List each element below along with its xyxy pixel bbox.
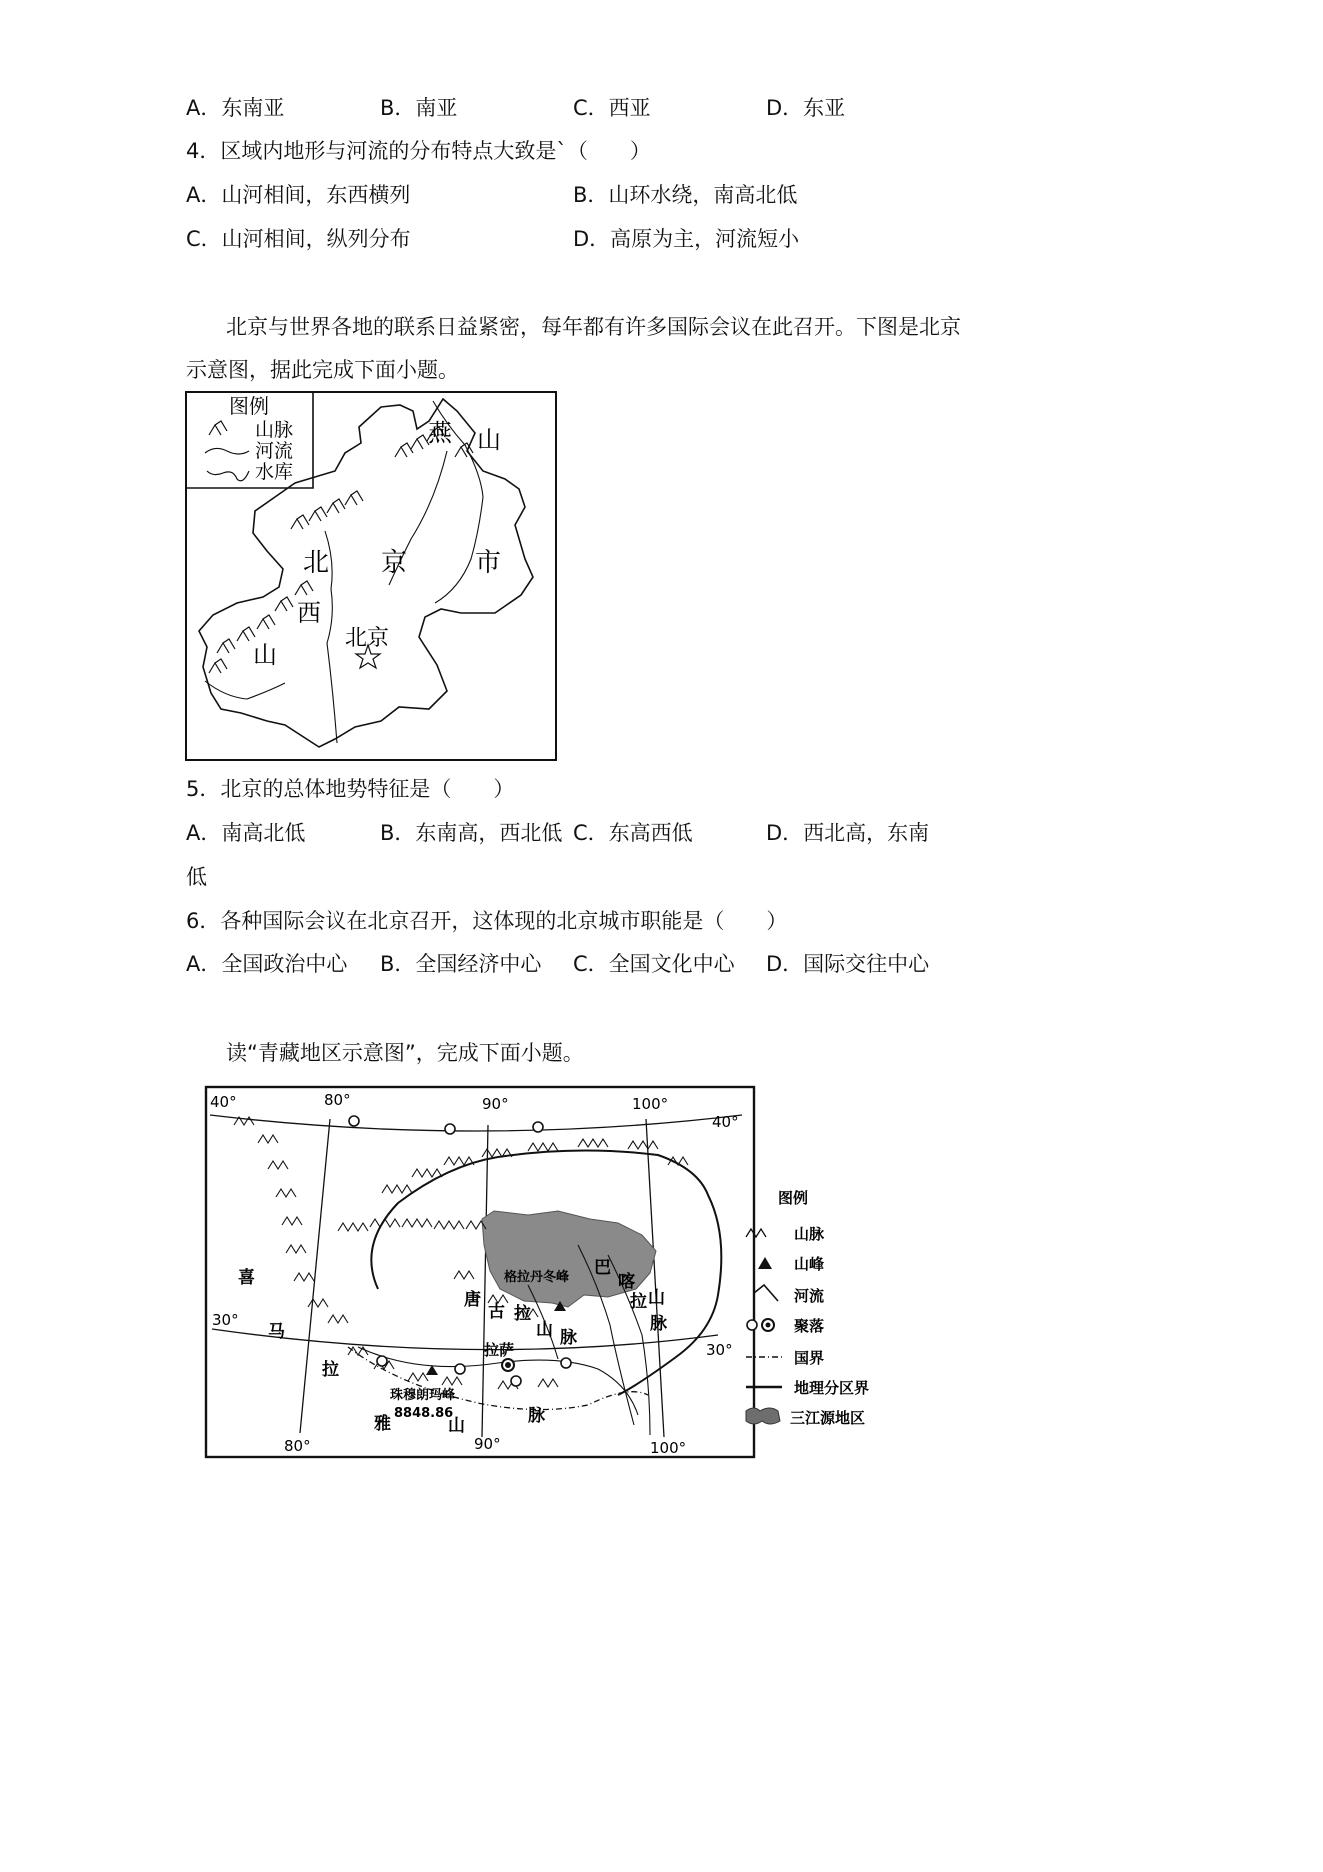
tibet-legend-mountain: 山脉 xyxy=(794,1225,825,1243)
q3-option-c: C．西亚 xyxy=(573,96,651,120)
tibet-map xyxy=(198,1085,918,1463)
q6-option-b: B．全国经济中心 xyxy=(380,952,542,976)
label-la3: 拉 xyxy=(630,1292,647,1312)
beijing-legend-reservoir: 水库 xyxy=(255,461,294,483)
tibet-legend-boundary: 地理分区界 xyxy=(794,1379,870,1397)
passage1-line1: 北京与世界各地的联系日益紧密，每年都有许多国际会议在此召开。下图是北京 xyxy=(226,315,961,339)
source-region-legend-icon xyxy=(746,1408,780,1424)
label-shan: 山 xyxy=(448,1416,465,1436)
label-ya: 雅 xyxy=(374,1414,391,1434)
label-tang: 唐 xyxy=(464,1290,481,1310)
label-gu: 古 xyxy=(488,1302,505,1322)
q6-option-c: C．全国文化中心 xyxy=(573,952,735,976)
coord-lat40-right: 40° xyxy=(712,1113,739,1131)
label-shan3: 山 xyxy=(648,1288,665,1308)
q4-option-a: A．山河相间，东西横列 xyxy=(186,183,411,207)
tibet-legend xyxy=(746,1189,869,1427)
q4-option-c: C．山河相间，纵列分布 xyxy=(186,227,411,251)
coord-lon100-bottom: 100° xyxy=(650,1439,687,1457)
beijing-legend-mountain: 山脉 xyxy=(255,419,294,441)
q5-stem: 5．北京的总体地势特征是（ ） xyxy=(186,777,515,801)
coord-lon90-bottom: 90° xyxy=(474,1435,501,1453)
q3-option-a: A．东南亚 xyxy=(186,96,285,120)
q5-option-d: D．西北高，东南 xyxy=(766,821,930,845)
coord-lat40-left: 40° xyxy=(210,1093,237,1111)
tibet-legend-title: 图例 xyxy=(778,1189,809,1207)
peak-legend-icon xyxy=(758,1257,772,1269)
label-capital: 北京 xyxy=(345,626,390,651)
q3-option-d: D．东亚 xyxy=(766,96,846,120)
tibet-legend-river: 河流 xyxy=(794,1287,825,1305)
coord-lon100-top: 100° xyxy=(632,1095,669,1113)
q6-option-d: D．国际交往中心 xyxy=(766,952,930,976)
q5-option-d-continued: 低 xyxy=(186,865,207,889)
label-shi: 市 xyxy=(475,548,502,578)
label-la2: 拉 xyxy=(514,1304,531,1324)
label-hei: 喀 xyxy=(618,1272,635,1292)
river-legend-icon xyxy=(754,1285,778,1301)
label-mai: 脉 xyxy=(528,1406,545,1426)
label-everest-height: 8848.86 xyxy=(394,1406,454,1421)
tibet-legend-peak: 山峰 xyxy=(794,1255,825,1273)
passage2: 读“青藏地区示意图”，完成下面小题。 xyxy=(226,1041,584,1065)
beijing-legend-title: 图例 xyxy=(229,394,269,418)
coord-lat30-left: 30° xyxy=(212,1311,239,1329)
q3-option-b: B．南亚 xyxy=(380,96,458,120)
tibet-legend-source-region: 三江源地区 xyxy=(790,1409,866,1427)
beijing-legend-river: 河流 xyxy=(255,440,294,462)
q5-option-c: C．东高西低 xyxy=(573,821,693,845)
coord-lon80-bottom: 80° xyxy=(284,1437,311,1455)
q4-option-d: D．高原为主，河流短小 xyxy=(573,227,800,251)
q4-option-b: B．山环水绕，南高北低 xyxy=(573,183,798,207)
label-mai3: 脉 xyxy=(650,1314,667,1334)
label-ma: 马 xyxy=(268,1322,285,1342)
label-ba: 巴 xyxy=(594,1258,611,1278)
label-xi: 西 xyxy=(297,599,321,627)
tibet-legend-settlement: 聚落 xyxy=(794,1317,825,1335)
q6-option-a: A．全国政治中心 xyxy=(186,952,348,976)
label-jing: 京 xyxy=(381,548,408,578)
coord-lat30-right: 30° xyxy=(706,1341,733,1359)
q4-stem: 4．区域内地形与河流的分布特点大致是`（ ） xyxy=(186,139,651,163)
q6-stem: 6．各种国际会议在北京召开，这体现的北京城市职能是（ ） xyxy=(186,909,788,933)
label-bei: 北 xyxy=(303,548,330,578)
label-shan2: 山 xyxy=(536,1320,553,1340)
label-shan1: 山 xyxy=(477,426,501,454)
beijing-map xyxy=(185,391,558,762)
coord-lon90-top: 90° xyxy=(482,1095,509,1113)
label-xi: 喜 xyxy=(238,1268,255,1288)
label-everest: 珠穆朗玛峰 xyxy=(390,1388,456,1403)
tibet-legend-border: 国界 xyxy=(794,1349,825,1367)
label-shan2: 山 xyxy=(253,641,277,669)
label-mai2: 脉 xyxy=(560,1328,577,1348)
lhasa-dot-icon xyxy=(505,1362,511,1368)
label-yan: 燕 xyxy=(428,419,452,447)
coord-lon80-top: 80° xyxy=(324,1091,351,1109)
label-la: 拉 xyxy=(322,1360,339,1380)
passage1-line2: 示意图，据此完成下面小题。 xyxy=(186,358,459,382)
label-lhasa: 拉萨 xyxy=(484,1341,515,1359)
q5-option-b: B．东南高，西北低 xyxy=(380,821,563,845)
label-geladandong: 格拉丹冬峰 xyxy=(504,1270,570,1285)
settlement-legend-icon xyxy=(747,1320,757,1330)
q5-option-a: A．南高北低 xyxy=(186,821,306,845)
